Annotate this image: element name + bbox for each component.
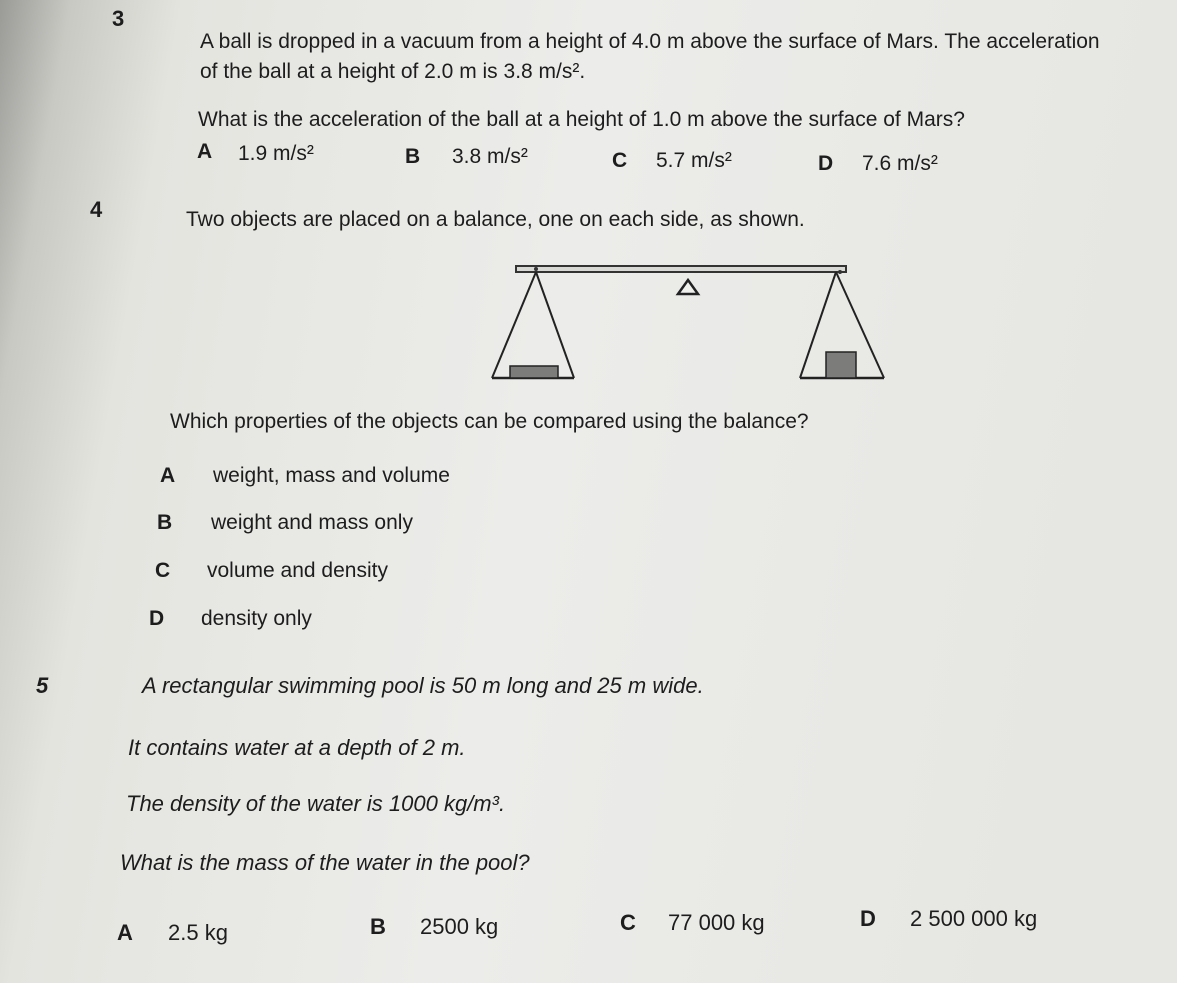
q5-option-a-letter: A [117,920,133,945]
q3-option-a-letter: A [197,140,213,163]
balance-diagram [488,258,888,386]
q4-option-b-letter: B [157,511,173,534]
q4-option-c-letter: C [155,559,171,582]
question-3-prompt: What is the acceleration of the ball at a height of 1.0 m above the surface of Mars? [198,108,965,131]
question-4-intro: Two objects are placed on a balance, one on each side, as shown. [186,208,805,231]
q5-option-c[interactable]: 77 000 kg [668,910,765,935]
q3-option-c[interactable]: 5.7 m/s² [656,149,732,172]
q3-option-b[interactable]: 3.8 m/s² [452,145,528,168]
question-5-number: 5 [36,673,49,698]
q4-option-c[interactable]: volume and density [207,559,388,582]
q3-option-a[interactable]: 1.9 m/s² [238,142,314,165]
q5-option-c-letter: C [620,910,636,935]
q5-option-b-letter: B [370,914,386,939]
q3-option-d-letter: D [818,152,834,175]
q4-option-a-letter: A [160,464,176,487]
question-3-line-1: A ball is dropped in a vacuum from a height of 4.0 m above the surface of Mars. The acceleration [200,30,1100,53]
q5-option-b[interactable]: 2500 kg [420,914,499,939]
q3-option-c-letter: C [612,149,628,172]
question-4-prompt: Which properties of the objects can be compared using the balance? [170,410,809,433]
q5-option-a[interactable]: 2.5 kg [168,920,228,945]
balance-pivot [678,280,698,294]
question-5-line-1: A rectangular swimming pool is 50 m long and 25 m wide. [142,673,704,698]
right-object [826,352,856,378]
q4-option-b[interactable]: weight and mass only [211,511,413,534]
q3-option-d[interactable]: 7.6 m/s² [862,152,938,175]
question-3-line-2: of the ball at a height of 2.0 m is 3.8 m/s². [200,60,586,83]
q4-option-d-letter: D [149,607,165,630]
q5-option-d[interactable]: 2 500 000 kg [910,906,1038,931]
q5-option-d-letter: D [860,906,876,931]
q4-option-d[interactable]: density only [201,607,312,630]
question-4-number: 4 [90,197,103,222]
q3-option-b-letter: B [405,145,421,168]
question-5-prompt: What is the mass of the water in the pool? [120,850,530,875]
question-3-number: 3 [112,6,125,31]
balance-beam [516,266,846,274]
left-pan [492,272,574,378]
question-5-line-2: It contains water at a depth of 2 m. [128,735,466,760]
right-pan [800,272,884,378]
left-object [510,366,558,378]
q4-option-a[interactable]: weight, mass and volume [213,464,450,487]
question-5-line-3: The density of the water is 1000 kg/m³. [126,791,506,816]
